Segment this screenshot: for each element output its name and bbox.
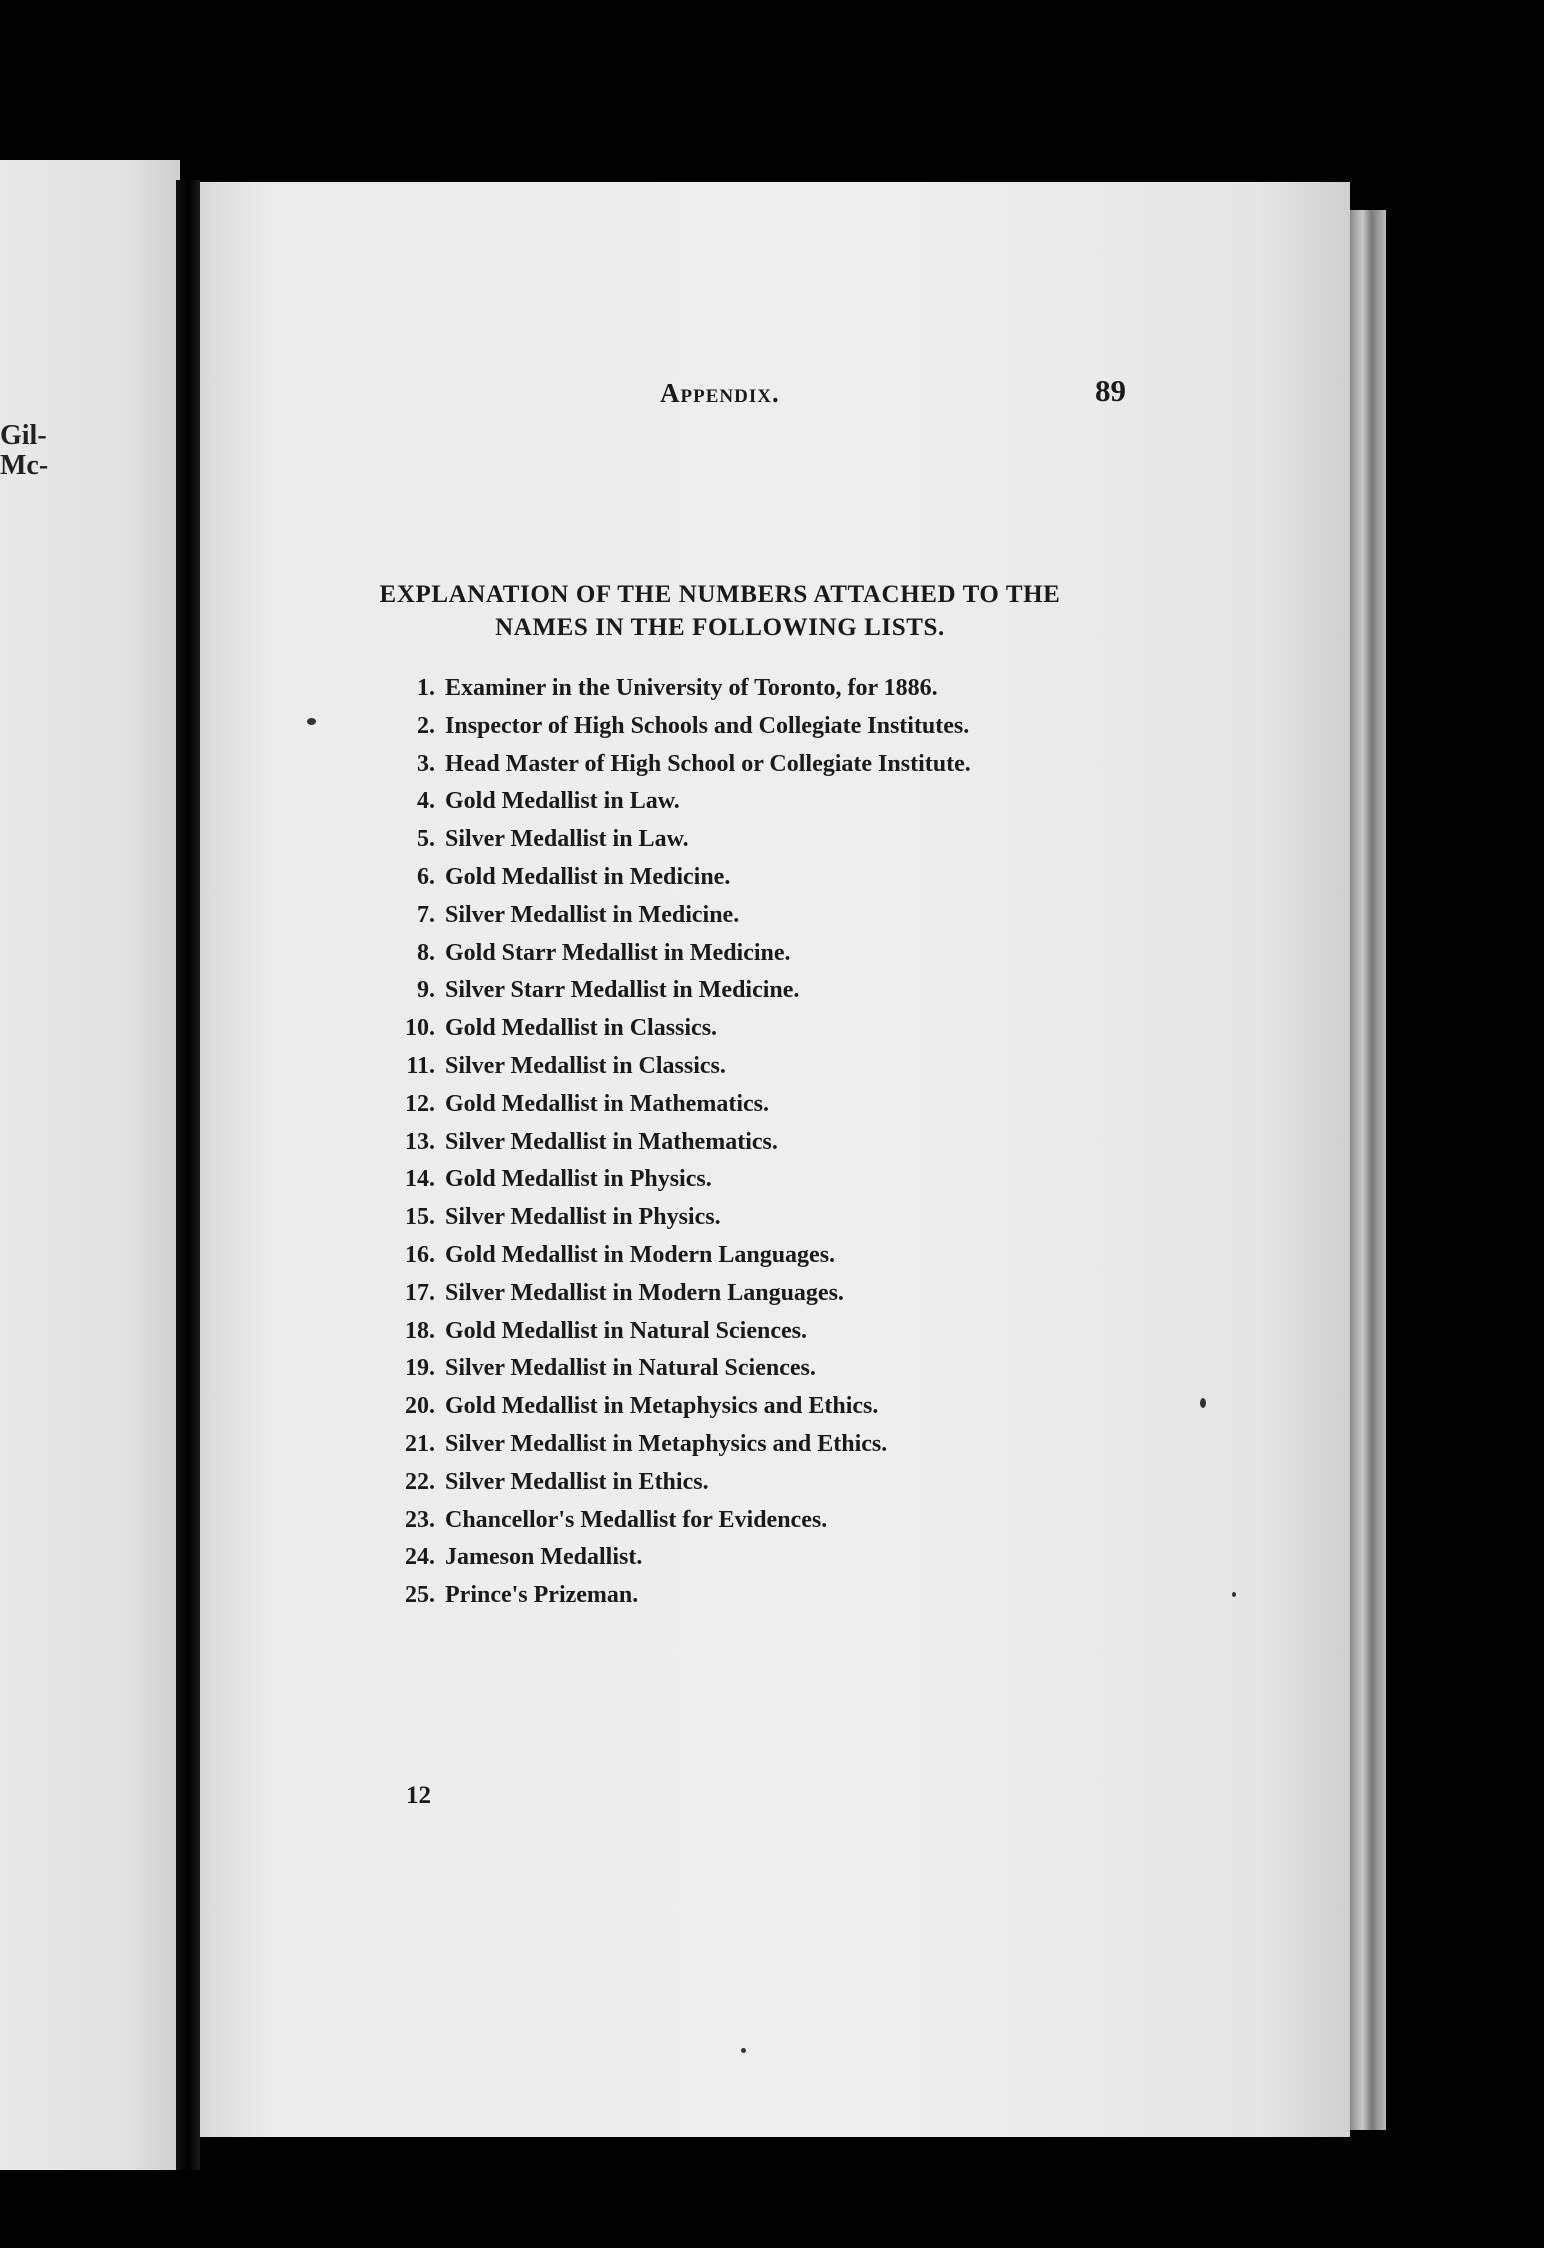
list-item-text: Silver Medallist in Natural Sciences. (445, 1355, 816, 1382)
list-item-number: 15. (405, 1204, 435, 1231)
list-item-number: 17. (405, 1279, 435, 1306)
list-item (395, 1010, 971, 1048)
list-item-text: Gold Medallist in Classics. (445, 1015, 718, 1042)
list-item-number: 9. (417, 977, 435, 1004)
list-item (395, 1275, 971, 1313)
list-item-number: 12. (405, 1090, 435, 1117)
list-item (395, 935, 971, 973)
list-item-text: Gold Starr Medallist in Medicine. (445, 939, 791, 966)
list-item (395, 746, 971, 784)
list-item-text: Silver Medallist in Metaphysics and Ethics. (445, 1430, 888, 1457)
list-item-number: 23. (405, 1506, 435, 1533)
list-item (395, 821, 971, 859)
list-item-text: Chancellor's Medallist for Evidences. (445, 1506, 828, 1533)
list-item-text: Gold Medallist in Mathematics. (445, 1090, 769, 1117)
list-item-number: 1. (417, 675, 435, 701)
ink-speck (1200, 1398, 1206, 1408)
list-item (395, 1388, 971, 1426)
signature-mark: 12 (406, 1782, 431, 1809)
ink-speck (307, 718, 316, 725)
list-item-text: Gold Medallist in Modern Languages. (445, 1241, 836, 1268)
list-item (395, 1539, 971, 1577)
list-item (395, 1237, 971, 1275)
book-gutter (176, 180, 200, 2170)
list-item-text: Gold Medallist in Law. (445, 788, 680, 815)
list-item-text: Gold Medallist in Metaphysics and Ethics. (445, 1393, 879, 1420)
list-item-text: Gold Medallist in Natural Sciences. (445, 1317, 807, 1344)
list-item-text: Gold Medallist in Physics. (445, 1166, 712, 1193)
list-item (395, 708, 971, 746)
list-item-text: Gold Medallist in Medicine. (445, 863, 731, 890)
list-item (395, 1161, 971, 1199)
list-item-text: Silver Medallist in Modern Languages. (445, 1279, 844, 1306)
list-item-text: Silver Medallist in Mathematics. (445, 1128, 778, 1155)
list-item-number: 3. (417, 750, 435, 777)
list-item-number: 6. (417, 863, 435, 890)
left-page-fragment: Gil- (0, 420, 47, 451)
running-title: Appendix. (660, 378, 780, 408)
list-item-text: Prince's Prizeman. (445, 1582, 639, 1609)
list-item-number: 10. (405, 1015, 435, 1042)
list-item (395, 1124, 971, 1162)
left-page-fragment: Mc- (0, 450, 49, 481)
list-item-number: 21. (405, 1430, 435, 1457)
ink-speck (741, 2048, 746, 2053)
list-item-number: 13. (405, 1128, 435, 1155)
left-facing-page (0, 160, 180, 2170)
list-item-text: Inspector of High Schools and Collegiate Institutes. (445, 712, 970, 739)
list-item (395, 1048, 971, 1086)
list-item (395, 1350, 971, 1388)
list-item (395, 972, 971, 1010)
page-number: 89 (1095, 373, 1126, 408)
list-item-number: 4. (417, 788, 435, 815)
list-item (395, 1199, 971, 1237)
list-item-text: Examiner in the University of Toronto, for 1886. (445, 675, 938, 701)
heading-line: EXPLANATION OF THE NUMBERS ATTACHED TO THE (379, 581, 1061, 608)
list-item-text: Silver Medallist in Law. (445, 826, 689, 853)
list-item-text: Head Master of High School or Collegiate Institute. (445, 750, 971, 777)
list-item-text: Silver Medallist in Ethics. (445, 1468, 709, 1495)
list-item-number: 16. (405, 1241, 435, 1268)
list-item (395, 1086, 971, 1124)
ink-speck (1232, 1592, 1236, 1597)
list-item-text: Silver Medallist in Physics. (445, 1204, 721, 1231)
list-item (395, 1577, 971, 1615)
list-item-text: Jameson Medallist. (445, 1544, 643, 1571)
list-item (395, 1426, 971, 1464)
list-item-number: 14. (405, 1166, 435, 1193)
list-item (395, 1502, 971, 1540)
list-item-number: 8. (417, 939, 435, 966)
list-item (395, 783, 971, 821)
list-item-number: 5. (417, 826, 435, 853)
list-item-text: Silver Medallist in Medicine. (445, 901, 740, 928)
heading-line: NAMES IN THE FOLLOWING LISTS. (495, 614, 945, 641)
list-item-number: 25. (405, 1582, 435, 1609)
list-item-number: 2. (417, 712, 435, 739)
list-item (395, 1464, 971, 1502)
section-heading (340, 578, 1100, 644)
list-item-number: 24. (405, 1544, 435, 1571)
list-item-text: Silver Medallist in Classics. (445, 1052, 726, 1079)
list-item-number: 11. (406, 1052, 435, 1079)
list-item (395, 1313, 971, 1351)
list-item (395, 670, 971, 708)
list-item-number: 19. (405, 1355, 435, 1382)
list-item-number: 22. (405, 1468, 435, 1495)
list-item-text: Silver Starr Medallist in Medicine. (445, 977, 800, 1004)
list-item-number: 20. (405, 1393, 435, 1420)
list-item-number: 7. (417, 901, 435, 928)
numbered-list (395, 670, 971, 1615)
list-item (395, 859, 971, 897)
list-item (395, 897, 971, 935)
page-edge (1350, 210, 1386, 2130)
list-item-number: 18. (405, 1317, 435, 1344)
